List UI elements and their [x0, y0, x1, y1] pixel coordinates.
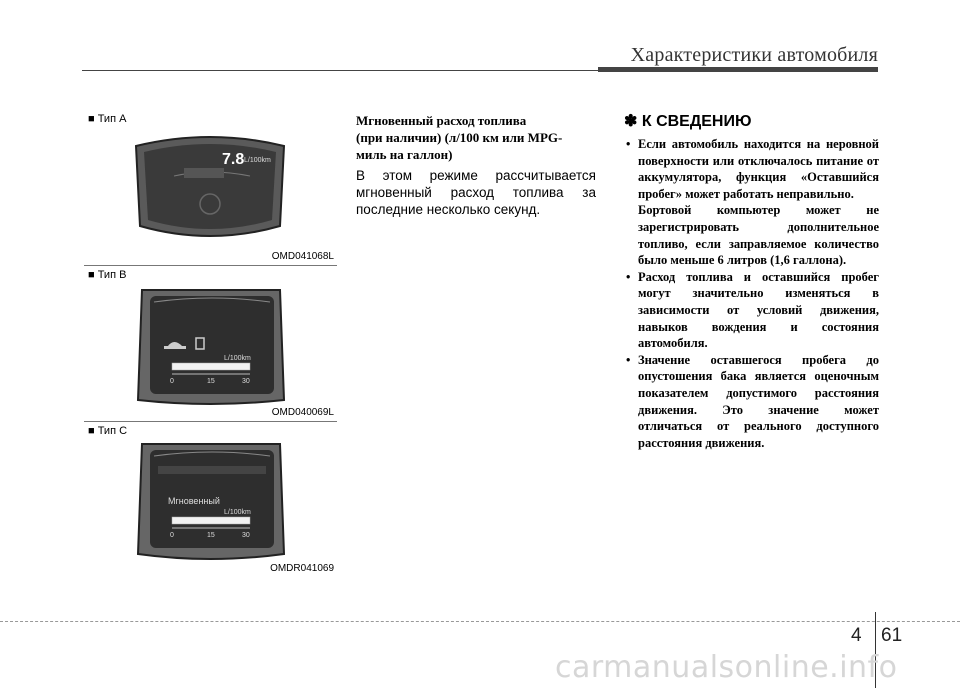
display-readout — [84, 110, 337, 265]
note-list — [624, 136, 879, 451]
instant-fuel-section — [356, 112, 596, 218]
panel-type-a — [84, 110, 337, 266]
bullet-icon: • — [626, 269, 631, 284]
display-readout — [84, 266, 337, 421]
panel-label: ■ Тип B — [88, 269, 127, 281]
section-body: В этом режиме рассчитывается мгновенный расход топлива за последние несколько секунд. — [356, 168, 596, 217]
page-title: Характеристики автомобиля — [630, 44, 878, 66]
heading-line: Мгновенный расход топлива — [356, 113, 527, 128]
figure-code: OMD041068L — [271, 251, 334, 262]
scale-max: 30 — [242, 532, 250, 539]
note-text: Расход топлива и оставшийся пробег могут значительно изменяться в зависимости от условий движения, навыков вождения и состояния автомобиля. — [638, 269, 879, 351]
illustrations-column — [84, 110, 337, 577]
scale-mid: 15 — [207, 378, 215, 385]
footer-rule — [0, 621, 960, 622]
note-text: Значение оставшегося пробега до опустошения бака является оценочным показателем допустимого расстояния движения. Это значение может отличаться от реального доступного расстояния движения. — [638, 352, 879, 450]
watermark: carmanualsonline.info — [555, 650, 898, 685]
heading-line: (при наличии) (л/100 км или MPG- — [356, 130, 563, 145]
panel-label: ■ Тип C — [88, 425, 128, 437]
display-unit: L/100km — [224, 509, 251, 516]
note-section — [624, 112, 879, 451]
figure-code: OMDR041069 — [270, 563, 334, 574]
display-readout — [84, 422, 337, 577]
note-item — [624, 352, 879, 452]
figure-code: OMD040069L — [271, 407, 334, 418]
chapter-number: 4 — [851, 625, 862, 646]
note-text: Если автомобиль находится на неровной поверхности или отключалось питание от аккумулятора, функция «Оставшийся пробег» может работать неправильно. — [638, 137, 879, 201]
display-unit: L/100km — [244, 157, 271, 164]
panel-type-c — [84, 422, 337, 577]
display-unit: L/100km — [224, 355, 251, 362]
page-number: 61 — [881, 625, 903, 646]
scale-min: 0 — [170, 532, 174, 539]
heading-line: миль на галлон) — [356, 147, 453, 162]
panel-type-b — [84, 266, 337, 422]
header-rule-accent — [598, 67, 878, 72]
note-title: ✽ К СВЕДЕНИЮ — [624, 113, 752, 130]
display-value: 7.8 — [222, 151, 245, 168]
bullet-icon: • — [626, 352, 631, 367]
display-caption: Мгновенный — [168, 496, 220, 506]
scale-min: 0 — [170, 378, 174, 385]
note-item — [624, 136, 879, 269]
note-text-extra: Бортовой компьютер может не зарегистрировать дополнительное топливо, если заправляемое количество было меньше 6 литров (1,6 галлона). — [638, 203, 879, 268]
note-item — [624, 269, 879, 352]
scale-mid: 15 — [207, 532, 215, 539]
scale-max: 30 — [242, 378, 250, 385]
panel-label: ■ Тип A — [88, 113, 127, 125]
bullet-icon: • — [626, 137, 631, 151]
section-heading — [356, 112, 596, 163]
